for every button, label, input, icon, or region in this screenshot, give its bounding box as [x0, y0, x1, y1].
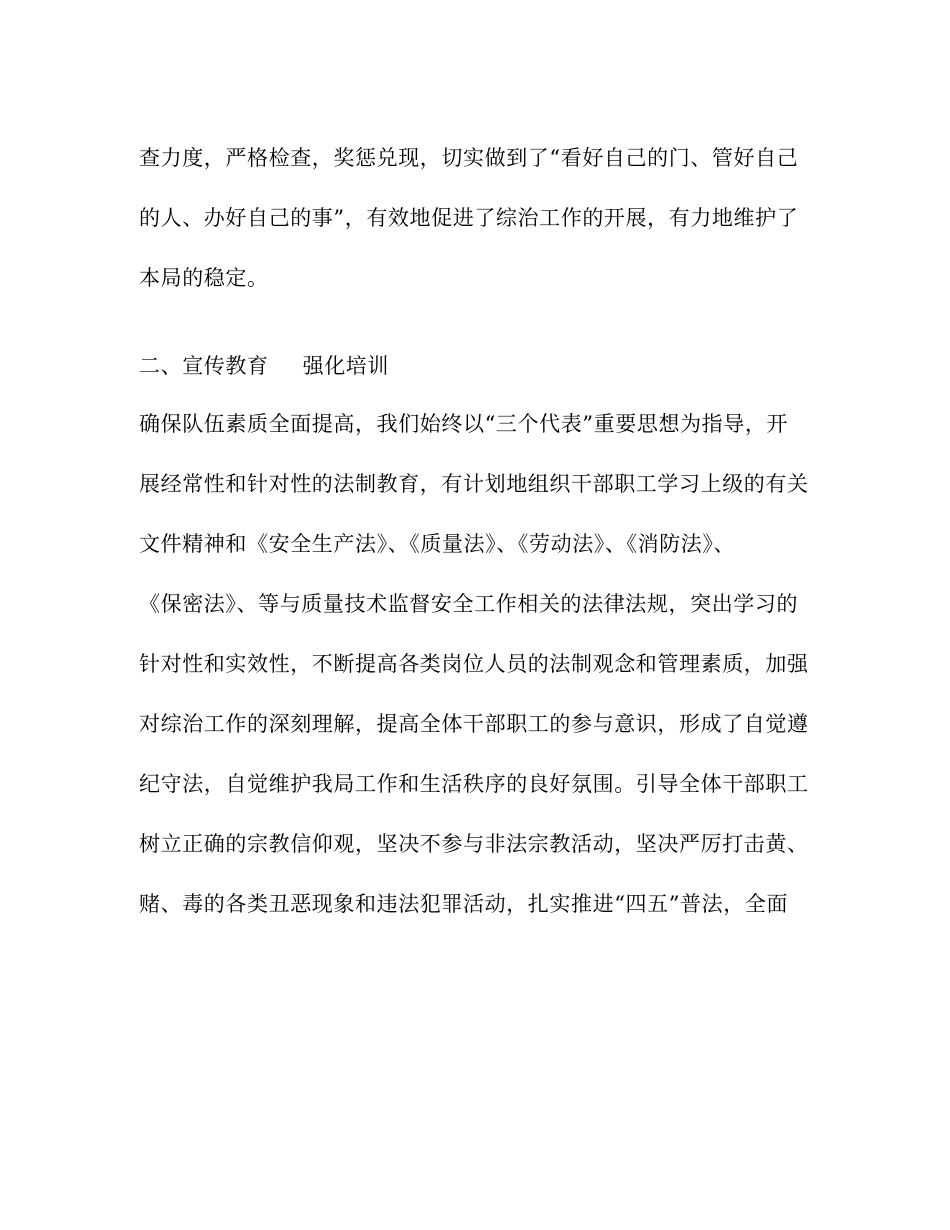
paragraph-2-line: 《保密法》、等与质量技术监督安全工作相关的法律法规，突出学习的 [139, 592, 799, 616]
paragraph-2-line: 确保队伍素质全面提高，我们始终以“三个代表”重要思想为指导，开 [139, 412, 789, 436]
section-heading-number-title: 二、宣传教育 [139, 354, 269, 378]
paragraph-2-line: 树立正确的宗教信仰观，坚决不参与非法宗教活动，坚决严厉打击黄、 [139, 832, 809, 856]
paragraph-1-line: 的人、办好自己的事”，有效地促进了综治工作的开展，有力地维护了 [139, 206, 799, 230]
paragraph-2 [139, 394, 819, 934]
paragraph-2-line: 纪守法，自觉维护我局工作和生活秩序的良好氛围。引导全体干部职工 [139, 772, 809, 796]
paragraph-1-line: 查力度，严格检查，奖惩兑现，切实做到了“看好自己的门、管好自己 [139, 146, 799, 170]
paragraph-2-line: 对综治工作的深刻理解，提高全体干部职工的参与意识，形成了自觉遵 [139, 712, 809, 736]
section-heading-subtitle: 强化培训 [302, 354, 390, 378]
paragraph-2-line: 针对性和实效性，不断提高各类岗位人员的法制观念和管理素质，加强 [139, 652, 809, 676]
paragraph-1 [139, 128, 819, 308]
section-heading [139, 336, 389, 396]
paragraph-1-line: 本局的稳定。 [139, 266, 269, 290]
paragraph-2-line: 展经常性和针对性的法制教育，有计划地组织干部职工学习上级的有关 [139, 472, 809, 496]
paragraph-2-line: 文件精神和《安全生产法》、《质量法》、《劳动法》、《消防法》、 [139, 532, 736, 556]
paragraph-2-line: 赌、毒的各类丑恶现象和违法犯罪活动，扎实推进“四五”普法，全面 [139, 892, 789, 916]
